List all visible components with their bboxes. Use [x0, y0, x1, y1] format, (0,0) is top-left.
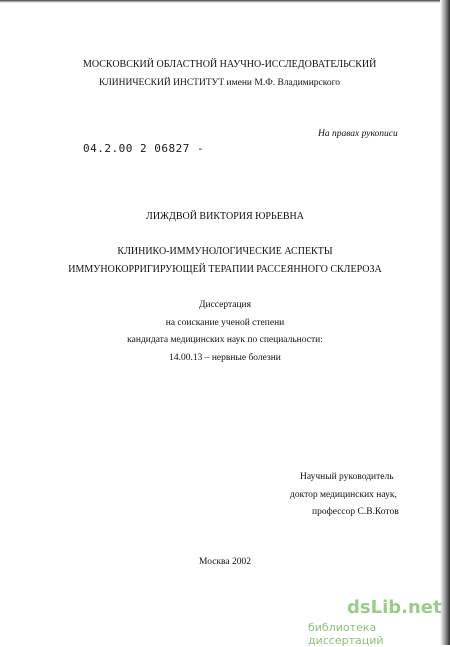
supervisor-line-3: профессор С.В.Котов [312, 507, 399, 517]
registration-stamp: 04.2.00 2 06827 - [83, 142, 205, 155]
supervisor-line-2: доктор медицинских наук, [290, 490, 397, 500]
supervisor-line-1: Научный руководитель [300, 472, 394, 482]
scan-top-edge [0, 0, 450, 3]
dissertation-title-line-1: КЛИНИКО-ИММУНОЛОГИЧЕСКИЕ АСПЕКТЫ [117, 246, 333, 257]
watermark-subtitle: библиотека диссертаций [308, 621, 384, 647]
watermark-site[interactable]: dsLib.net [347, 597, 442, 618]
degree-line-1: Диссертация [199, 300, 251, 310]
organization-line-1: МОСКОВСКИЙ ОБЛАСТНОЙ НАУЧНО-ИССЛЕДОВАТЕЛЬСКИЙ [83, 59, 377, 70]
city-year: Москва 2002 [199, 557, 251, 567]
degree-line-4: 14.00.13 – нервные болезни [169, 353, 281, 363]
rights-note: На правах рукописи [318, 129, 398, 139]
degree-line-2: на соискание ученой степени [165, 318, 285, 328]
dissertation-title-line-2: ИММУНОКОРРИГИРУЮЩЕЙ ТЕРАПИИ РАССЕЯННОГО СКЛЕРОЗА [68, 264, 382, 275]
degree-line-3: кандидата медицинских наук по специальности: [127, 335, 323, 345]
organization-line-2: КЛИНИЧЕСКИЙ ИНСТИТУТ имени М.Ф. Владимирского [99, 78, 341, 88]
author-name: ЛИЖДВОЙ ВИКТОРИЯ ЮРЬЕВНА [146, 211, 304, 222]
